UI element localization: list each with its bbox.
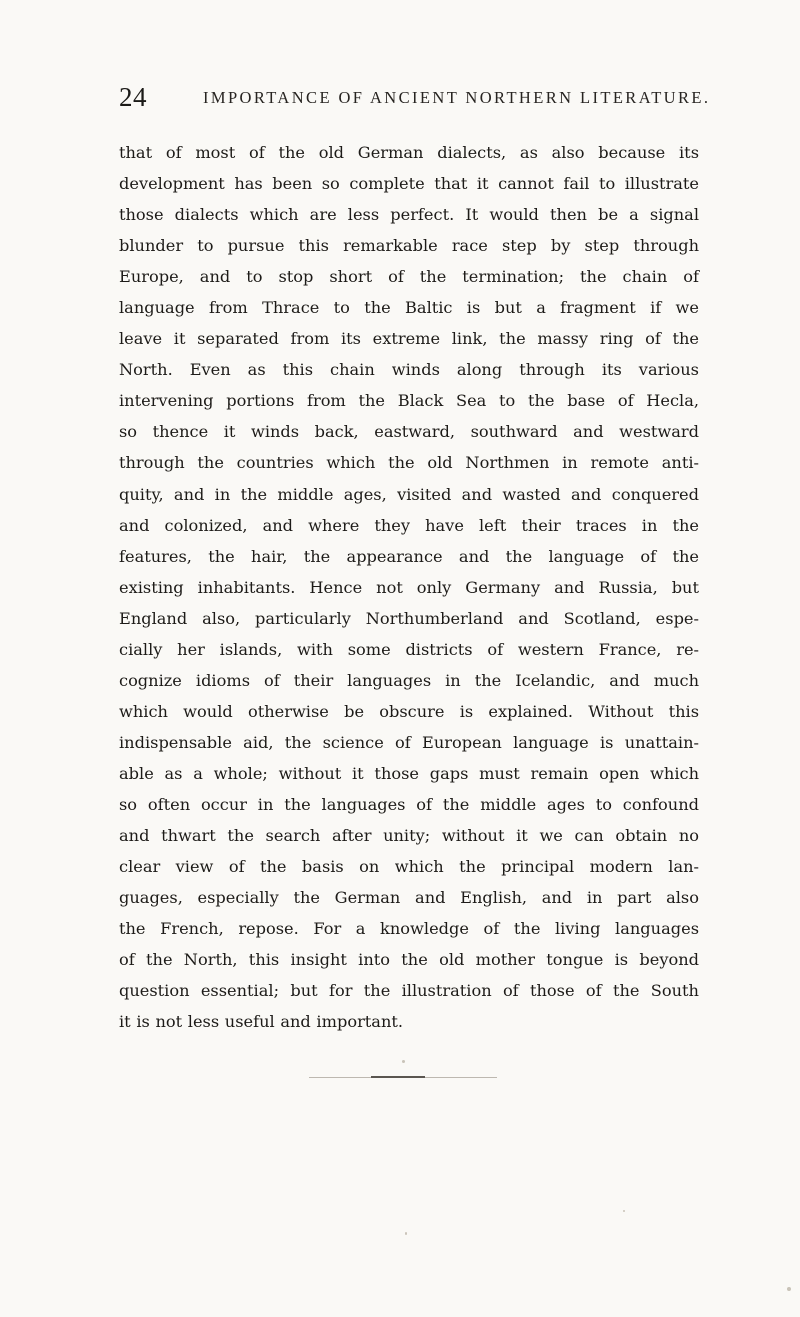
- text-line: North. Even as this chain winds along through its various: [119, 360, 699, 380]
- text-line: blunder to pursue this remarkable race step by step through: [119, 236, 699, 256]
- text-line: and thwart the search after unity; without it we can obtain no: [119, 826, 699, 846]
- paper-speck: [623, 1210, 625, 1212]
- text-line: cially her islands, with some districts of western France, re-: [119, 639, 699, 659]
- text-line: so often occur in the languages of the middle ages to confound: [119, 794, 699, 814]
- text-line: development has been so complete that it cannot fail to illustrate: [119, 174, 699, 194]
- text-line: leave it separated from its extreme link, the massy ring of the: [119, 329, 699, 349]
- text-line: so thence it winds back, eastward, southward and westward: [119, 422, 699, 442]
- text-line: Europe, and to stop short of the termination; the chain of: [119, 267, 699, 287]
- text-line: guages, especially the German and English, and in part also: [119, 888, 699, 908]
- paper-speck: [405, 1232, 407, 1235]
- text-line: those dialects which are less perfect. It would then be a signal: [119, 205, 699, 225]
- text-line: which would otherwise be obscure is explained. Without this: [119, 701, 699, 721]
- text-line: and colonized, and where they have left their traces in the: [119, 515, 699, 535]
- text-line: intervening portions from the Black Sea to the base of Hecla,: [119, 391, 699, 411]
- text-line: existing inhabitants. Hence not only Germany and Russia, but: [119, 577, 699, 597]
- running-header: [119, 82, 711, 122]
- text-line: clear view of the basis on which the principal modern lan-: [119, 857, 699, 877]
- text-line: language from Thrace to the Baltic is but a fragment if we: [119, 298, 699, 318]
- paper-speck: [402, 1060, 405, 1063]
- text-line: of the North, this insight into the old mother tongue is beyond: [119, 950, 699, 970]
- text-line: the French, repose. For a knowledge of the living languages: [119, 919, 699, 939]
- text-line: able as a whole; without it those gaps must remain open which: [119, 763, 699, 783]
- text-line: cognize idioms of their languages in the Icelandic, and much: [119, 670, 699, 690]
- text-line: question essential; but for the illustration of those of the South: [119, 981, 699, 1001]
- text-line: indispensable aid, the science of European language is unattain-: [119, 732, 699, 752]
- text-line: quity, and in the middle ages, visited and wasted and conquered: [119, 484, 699, 504]
- text-line: that of most of the old German dialects, as also because its: [119, 143, 699, 162]
- paper-speck: [787, 1287, 791, 1291]
- running-title: IMPORTANCE OF ANCIENT NORTHERN LITERATURE.: [203, 88, 711, 107]
- body-paragraph: [119, 137, 699, 1037]
- section-end-rule: [309, 1077, 497, 1078]
- page-number: 24: [119, 82, 147, 112]
- rule-center-mark: [371, 1076, 425, 1078]
- text-line: it is not less useful and important.: [119, 1012, 404, 1032]
- text-line: England also, particularly Northumberland and Scotland, espe-: [119, 608, 699, 628]
- text-line: features, the hair, the appearance and the language of the: [119, 546, 699, 566]
- text-line: through the countries which the old Northmen in remote anti-: [119, 453, 699, 473]
